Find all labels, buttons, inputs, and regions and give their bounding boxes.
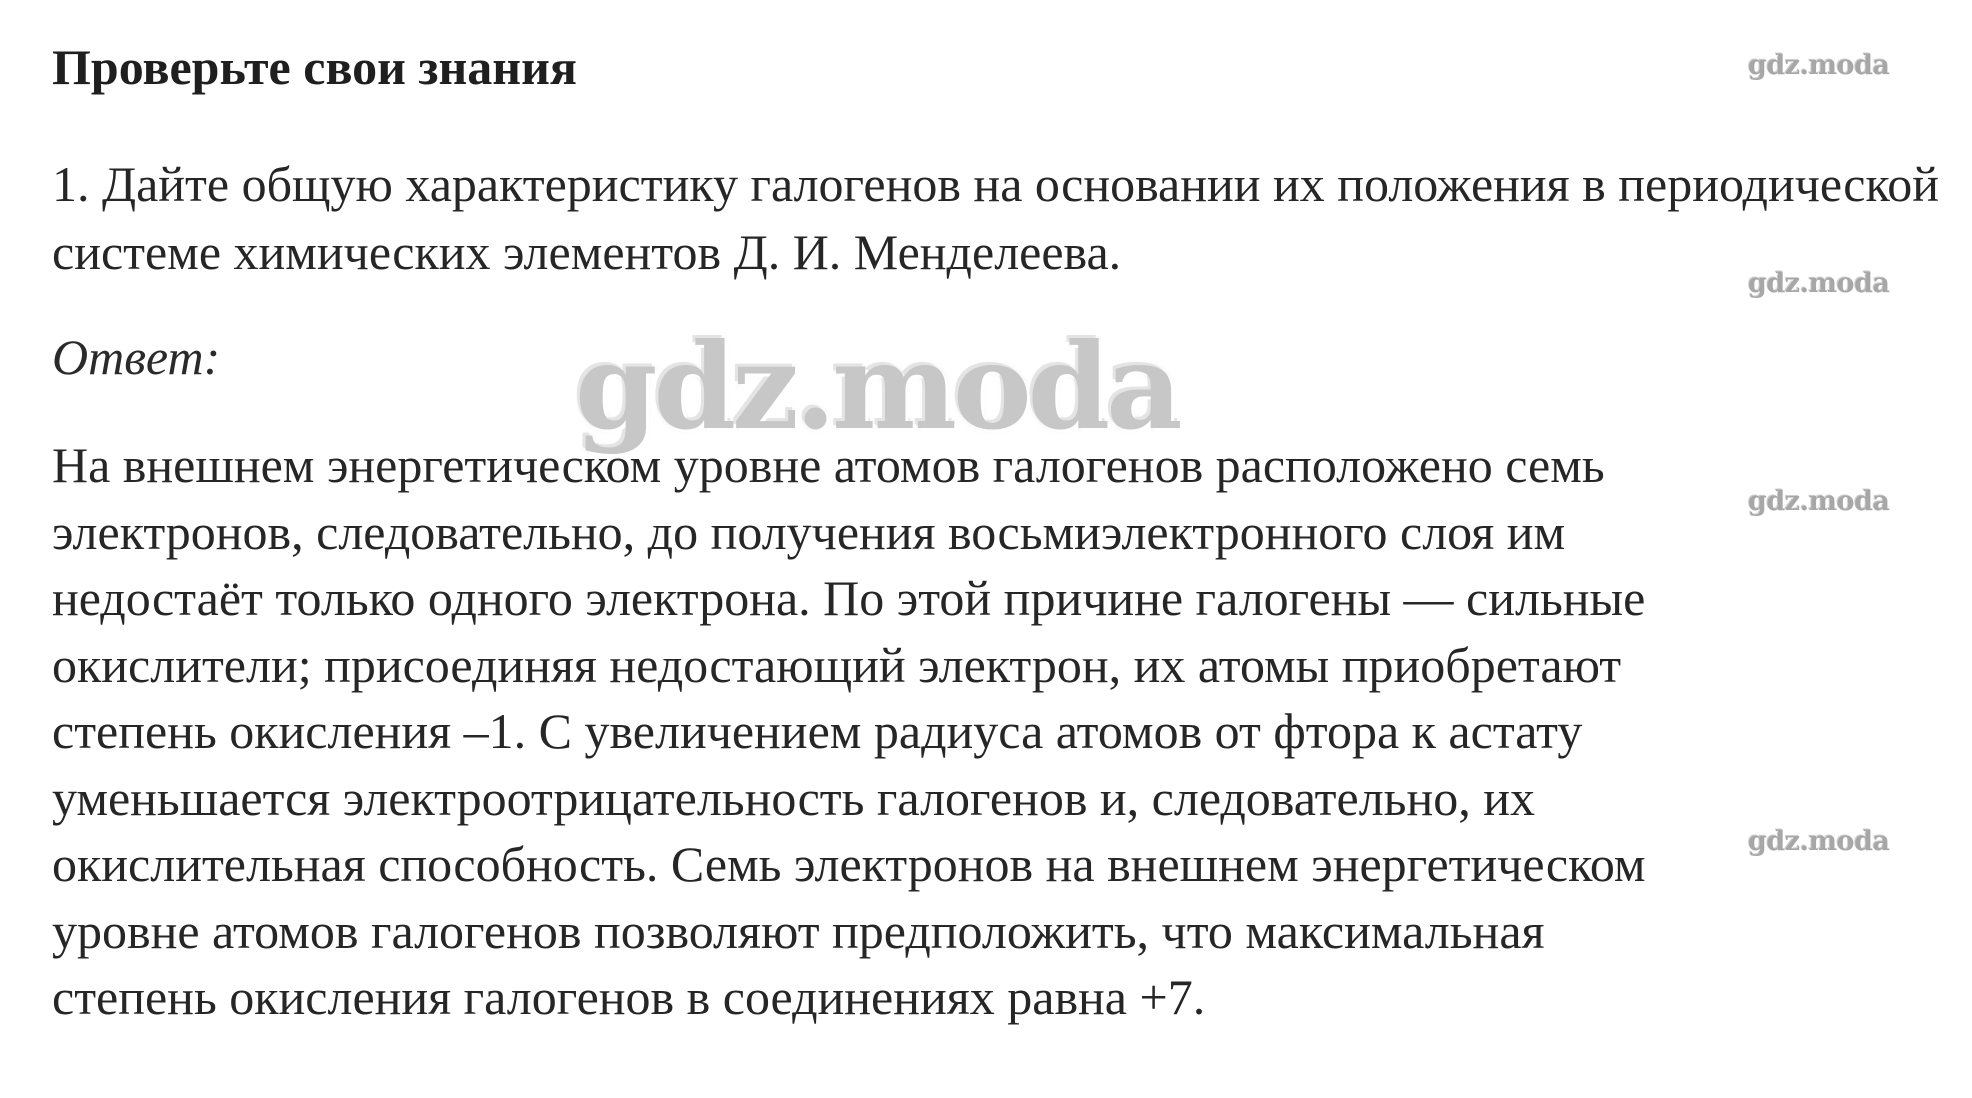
watermark-small: gdz.moda [1748,826,1890,857]
watermark-small: gdz.moda [1748,50,1890,81]
answer-line: электронов, следовательно, до получения восьмиэлектронного слоя им [52,503,1566,560]
answer-line: окислители; присоединяя недостающий электрон, их атомы приобретают [52,636,1622,693]
section-heading: Проверьте свои знания [52,39,577,95]
answer-line: На внешнем энергетическом уровне атомов галогенов расположено семь [52,437,1605,493]
question-text: 1. Дайте общую характеристику галогенов на основании их положения в периодической системе химических элементов Д. И. Менделеева. [52,156,1940,280]
answer-line: недостаёт только одного электрона. По этой причине галогены — сильные [52,570,1646,626]
answer-line: уровне атомов галогенов позволяют предположить, что максимальная [52,902,1545,959]
answer-label: Ответ: [52,329,221,385]
answer-line: уменьшается электроотрицательность галогенов и, следовательно, их [52,769,1535,826]
answer-line: степень окисления –1. С увеличением радиуса атомов от фтора к астату [52,703,1583,759]
watermark-large: gdz.moda [575,317,1179,456]
watermark-small: gdz.moda [1748,486,1890,517]
answer-line: окислительная способность. Семь электронов на внешнем энергетическом [52,836,1646,892]
watermark-small: gdz.moda [1748,268,1890,299]
answer-line: степень окисления галогенов в соединениях равна +7. [52,969,1206,1025]
answer-text [52,432,1952,1031]
